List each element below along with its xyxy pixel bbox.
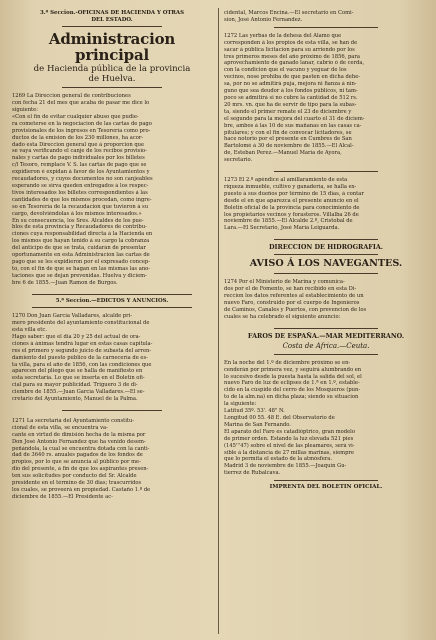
text-line: lo sucesivo desde la puesta hasta la salida del sol, el [224, 373, 362, 380]
text-line: cantidades de que los mismos procedan, como ingre- [12, 196, 152, 203]
text-line: cuales se ha celebrado el siguiente anuncio: [224, 313, 341, 320]
text-line: cido en la cúspide del cerro de los Mosqueros (pun- [224, 387, 361, 394]
text-line: 1273 El 2.º apéndice al amillaramiento de esta [224, 177, 348, 184]
text-line: dado esta Direccion general que á proporcion que [12, 141, 145, 148]
text-line: cidental, Marcos Encina.—El secretario en Comi- [224, 10, 354, 16]
text-line: siguiente: [12, 107, 38, 113]
text-line: esperando se sirva queden entregados á los respec- [12, 182, 149, 189]
column-divider [218, 8, 219, 634]
text-line: cenderán por primera vez, y seguirá alumbrando en [224, 366, 362, 373]
text-line: de Caminos, Canales y Puertos, con prevencion de los [224, 306, 367, 313]
text-line: los mismos que hayan tenido á su cargo la cobranza [12, 238, 150, 245]
text-line: 1270 Don Juan García Valladares, alcalde pri- [12, 313, 133, 320]
text-line: bre, ambos á las 10 de sus mañanas en las casas ca- [224, 122, 362, 129]
text-line: blos de esta provincia y Recaudadores de contribu- [12, 224, 147, 231]
text-line: ciones á ánimas tendrá lugar en estas casas capitula- [12, 340, 153, 347]
text-line: reccion los datos referentes al establecimiento de un [224, 293, 364, 300]
text-line: taciones que se dejan prevenidas. Huelva y diciem- [12, 272, 147, 279]
text-line: ta villa, para el año de 1856, con las condiciones que [12, 361, 152, 368]
text-line: c/l Tesoro, remplace V. S. las cartas de pago que se [12, 162, 147, 169]
text-line: diciembre de 1855.—El Presidente ac- [12, 493, 113, 500]
text-line: cional de esta villa, se encuentra va- [12, 424, 108, 431]
text-line: Lara.—El Secretario, José María Leiguarda. [224, 225, 340, 232]
coast-subheader: Costa de Africa.—Ceuta. [282, 341, 370, 350]
section-header-3: 3.ª Seccion.-OFICINAS DE HACIENDA Y OTRAS [40, 10, 184, 16]
text-line: de primer orden. Estando la luz elevada 521 pies [224, 435, 354, 442]
section-header-5: 5.ª Seccion.—EDICTOS Y ANUNCIOS. [55, 297, 169, 304]
text-line: hace notorio por el presente en Cumbres de San [224, 136, 352, 143]
text-line: con la condicion que el vacuno y yeguar de los [224, 67, 347, 74]
text-line: 1271 La secretaria del Ayuntamiento constitu- [12, 417, 135, 424]
text-line: nales y cartas de pago individuales por los billetes [12, 155, 145, 162]
text-line: 1272 Las yerbas de la dehesa del Alamo que [224, 32, 342, 39]
text-line: ciembre de 1855.—Juan García Valladares.—El se- [12, 389, 145, 396]
text-line: dos por el de Fomento, se han recibido en esta Di- [224, 286, 357, 293]
text-line: puesto á sus dueños por término de 15 dias, á contar [224, 190, 364, 197]
text-line: tivos interesados los billetes correspondientes á las [12, 189, 148, 196]
divider-rule [32, 307, 192, 308]
page-title: Administracion principal [48, 30, 176, 65]
text-line: la siguiente: [224, 401, 257, 408]
text-line: esta secretaria. Lo que se inserta en el Boletin ofi- [12, 375, 145, 382]
divider-rule [32, 294, 192, 295]
text-line: ta, siendo el primer remate el 23 de diciembre y [224, 108, 352, 115]
text-line: provisionales de los ingresos en Tesorería como pro- [12, 127, 151, 134]
text-line: desde el en que aparezca el presente anuncio en el [224, 197, 359, 204]
text-line: En su consecuencia, los Sres. Alcaldes de los pue- [12, 217, 144, 224]
text-line: Hago saber: que el dia 20 y 25 del actual de ora- [12, 333, 141, 340]
text-line: 1274 Por el Ministerio de Marina y comunica- [224, 279, 345, 286]
divider-rule [274, 354, 378, 355]
divider-rule [62, 410, 162, 411]
notice-1273 [224, 177, 428, 232]
text-line: cretario del Ayuntamiento, Manuel de la Palma. [12, 396, 138, 403]
text-line: Bartolomé á 30 de noviembre de 1855.—El Alcal- [224, 143, 354, 150]
text-line: sa, por no se admitirá puja, mejora ni fianza á nin- [224, 81, 357, 88]
text-line: pago que se les expidieron por el expresado concep- [12, 258, 151, 265]
text-line: Longitud 00 55. 48 E. del Observatorio de [224, 414, 335, 421]
text-line: En la noche del 1.º de diciembre próximo se en- [224, 359, 351, 366]
notice-1269 [12, 93, 212, 286]
text-line: Marina de San Fernando. [224, 421, 291, 428]
text-line: sacar á pública licitacion para su arriendo por los [224, 46, 355, 53]
divider-rule [274, 328, 378, 329]
text-line: Latitud 35º. 53'. 48" N. [224, 408, 285, 415]
text-line: res el primero y segundo juicio de subasta del arren- [12, 347, 152, 354]
divider-rule [274, 171, 378, 172]
text-line: Boletin oficial de la provincia para conocimiento de [224, 204, 360, 211]
text-line: que lo permita el estado de la atmósfera. [224, 456, 333, 463]
text-line: cial para su mayor publicidad. Triguero 3 de di- [12, 382, 138, 389]
printer-footer: IMPRENTA DEL BOLETIN OFICIAL. [269, 484, 383, 491]
text-line: pitulares; y con el fin de convocar licitadores, se [224, 129, 352, 136]
subtitle-line-2: de Huelva. [88, 74, 136, 85]
text-line: aparecen del pliego que se halla de manifiesto en [12, 368, 143, 375]
text-line: damiento del puesto público de la carnecería de es- [12, 354, 148, 361]
text-line: tres primeros meses del año próximo de 1856, para [224, 53, 360, 60]
divider-rule [62, 26, 162, 27]
notice-to-mariners-title: AVISO Á LOS NAVEGANTES. [249, 258, 403, 270]
text-line: con fecha 21 del mes que acaba de pasar me dice lo [12, 100, 150, 107]
notice-1271 [12, 418, 212, 501]
text-line: aprovechamiento de ganado lanar, cabrío ó de cerda, [224, 60, 365, 67]
section-header-3-sub: DEL ESTADO. [91, 16, 133, 23]
text-line: los propietarios vecinos y forasteros. Villalba 26 de [224, 211, 359, 218]
divider-rule [274, 239, 378, 240]
text-line: riqueza inmueble, cultivo y ganadería, se halla ex- [224, 183, 357, 190]
text-line: se vaya verificando el canje de los recibos provisio- [12, 148, 147, 155]
text-line: 1269 La Direccion general de contribuciones [12, 93, 131, 100]
hydrography-header: DIRECCION DE HIDROGRAFIA. [268, 243, 384, 252]
divider-rule [274, 254, 378, 255]
text-line: so en Tesorería de la recaudacion que tuvieron á su [12, 203, 149, 210]
text-line: to, con el fin de que se hagan en las mismas las ano- [12, 265, 151, 272]
lighthouse-notice-body [224, 360, 428, 477]
text-line: poco se admitirá si no cubre la cantidad de 512 rs. [224, 94, 358, 101]
text-line: ductos de la emision de los 230 millones, ha acor- [12, 134, 144, 141]
notice-1270 [12, 313, 212, 403]
text-line: de, Esteban Perez.—Manuel María de Ayora, [224, 150, 342, 157]
divider-rule [274, 480, 378, 481]
divider-rule [274, 273, 378, 274]
text-line: peñándola, la cual se encuentra dotada con la canti- [12, 445, 150, 452]
text-line: dad de 3640 rs. anuales pagados de los fondos de [12, 452, 143, 459]
text-line: oportunamente en esta Administracion las cartas de [12, 252, 150, 259]
text-line: presidente en el término de 30 dias; trascurridos [12, 480, 142, 487]
text-line: Madrid 3 de noviembre de 1855.—Joaquín Gu- [224, 463, 347, 470]
text-line: sible á la distancia de 27 millas marinas, siempre [224, 449, 354, 456]
text-line: esta villa etc. [12, 326, 47, 333]
left-column [12, 10, 212, 501]
text-line: bre 6 de 1855.—Juan Ramon de Burgos. [12, 279, 118, 286]
text-line: «Con el fin de evitar cualquier abuso que pudie- [12, 113, 139, 120]
text-line: del anticipo de que se trata, cuidarán de presentar [12, 245, 146, 252]
text-line: vecinos, nose prohiba de que pasten en dicha dehe- [224, 74, 361, 81]
subtitle-line-1: de Hacienda pública de la provincia [33, 64, 191, 75]
text-line: expidieron é expidan á favor de los Ayuntamientos y [12, 169, 150, 176]
text-line: ra cometerse en la negociacion de las cartas de pago [12, 120, 152, 127]
text-line: Don José Antonio Fernandez que ha venido desem- [12, 438, 146, 445]
text-line: secretario. [224, 157, 253, 164]
text-line: sion, José Antonio Fernandez. [224, 16, 303, 23]
text-line: corresponden á los propios de esta villa, se han de [224, 39, 358, 46]
right-column [224, 10, 428, 491]
notice-1274 [224, 279, 428, 320]
text-line: mero presidente del ayuntamiento constitucional de [12, 320, 150, 327]
text-line: ciones cuya responsabilidad directa á la Hacienda en [12, 231, 153, 238]
text-line: to de la alm.na) en dicha plaza; siendo su situacion [224, 394, 359, 401]
divider-rule [62, 87, 162, 88]
text-line: cargo, devolviéndolas á los mismos interesados.» [12, 210, 142, 217]
text-line: el segundo para la mejora del cuarto el 31 de diciem- [224, 115, 365, 122]
text-line: los cuales, se proveerá en propiedad. Castaño 1.º de [12, 487, 151, 493]
text-line: nuevo Faro de luz de eclipses de 1.ª en 1.º, estable- [224, 380, 360, 387]
notice-1271-continued [224, 10, 428, 24]
text-line: El aparato del Faro es catadióptrico, gran modelo [224, 428, 355, 435]
divider-rule [274, 27, 378, 28]
text-line: noviembre de 1855.—El Alcalde 2.º, Cristobal de [224, 218, 353, 225]
text-line: ten sus solicitudes por conducto del Sr. Alcalde [12, 473, 137, 480]
text-line: (145'''47) sobre el nivel de las pleamares, será vi- [224, 442, 355, 449]
text-line: nuevo Faro, construido por el cuerpo de Ingenieros [224, 300, 360, 306]
text-line: tierrez de Rubalcava. [224, 470, 281, 477]
text-line: cante en virtud de dimisión hecha de la misma por [12, 431, 146, 438]
text-line: guno que sea deudor á los fondos públicos, ni tam- [224, 88, 358, 95]
text-line: propios, por lo que se anuncia al público por me- [12, 459, 141, 466]
text-line: 20 mrs. vn. que ha de servir de tipo para la subas- [224, 101, 357, 108]
lighthouse-header: FAROS DE ESPAÑA.—MAR MEDITERRANO. [247, 331, 405, 340]
text-line: dio del presente, á fin de que los aspirantes presen- [12, 466, 149, 473]
notice-1272 [224, 33, 428, 164]
text-line: recaudadores, y cuyos documentos no son canjeables [12, 176, 153, 183]
